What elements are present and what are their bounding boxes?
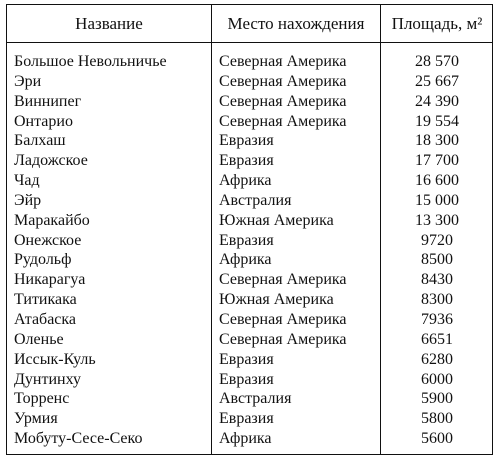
table-row [7,191,492,211]
table-row [7,350,492,370]
lake-name: Иссык-Куль [14,350,96,368]
lake-name: Атабаска [14,310,77,328]
lake-area: 8430 [421,271,453,289]
header-location: Место нахождения [227,14,365,33]
lake-location: Северная Америка [219,53,347,70]
lakes-table [6,4,493,455]
table-row [7,250,492,270]
lake-location: Евразия [219,152,274,170]
lake-area: 9720 [421,231,453,249]
lake-location: Евразия [219,350,274,368]
table-row [7,151,492,171]
lake-area: 5600 [421,430,453,448]
table-row [7,211,492,231]
lake-location: Евразия [219,370,274,388]
lake-location: Южная Америка [219,211,334,229]
lake-location: Евразия [219,132,274,150]
table-row [7,429,492,449]
lake-name: Онтарио [14,112,73,130]
lake-name: Урмия [14,410,58,428]
lake-name: Эйр [14,191,42,209]
lake-area: 16 600 [415,172,459,190]
lake-area: 28 570 [415,53,459,70]
lake-name: Титикака [14,291,77,309]
table-row [7,310,492,330]
header-name: Название [75,14,143,33]
lake-name: Никарагуа [14,271,86,289]
table-row [7,370,492,390]
lake-name: Чад [14,172,40,190]
lake-area: 15 000 [415,191,459,209]
lake-area: 6651 [421,330,453,348]
lake-location: Евразия [219,231,274,249]
header-area: Площадь, м² [391,14,483,33]
table-row [7,330,492,350]
lake-location: Северная Америка [219,310,347,328]
table-body [7,52,492,449]
lake-name: Виннипег [14,92,82,110]
lake-name: Онежское [14,231,82,249]
table-row [7,52,492,72]
lake-name: Рудольф [14,251,72,269]
lake-location: Африка [219,251,272,269]
lake-area: 5900 [421,390,453,408]
lake-location: Африка [219,172,272,190]
lake-area: 13 300 [415,211,459,229]
lake-name: Дунтинху [14,370,81,388]
lake-area: 7936 [421,310,453,328]
lake-area: 8300 [421,291,453,309]
lake-area: 6280 [421,350,453,368]
lake-location: Северная Америка [219,271,347,289]
table-row [7,171,492,191]
lake-name: Балхаш [14,132,66,150]
table-row [7,231,492,251]
lake-name: Ладожское [14,152,88,170]
table-row [7,131,492,151]
lake-area: 17 700 [415,152,459,170]
lake-name: Мобуту-Сесе-Секо [14,430,143,448]
lake-location: Северная Америка [219,92,347,110]
table-row [7,389,492,409]
lake-area: 8500 [421,251,453,269]
table-row [7,72,492,92]
lake-location: Австралия [219,390,292,408]
table-row [7,112,492,132]
lake-name: Маракайбо [14,211,90,229]
lake-location: Северная Америка [219,72,347,90]
lake-location: Северная Америка [219,330,347,348]
lake-area: 24 390 [415,92,459,110]
lake-area: 18 300 [415,132,459,150]
lake-name: Большое Невольничье [14,53,167,70]
lake-location: Северная Америка [219,112,347,130]
table-header [7,5,492,43]
table-row [7,270,492,290]
lake-area: 6000 [421,370,453,388]
table-row [7,409,492,429]
lake-area: 19 554 [415,112,459,130]
lake-name: Торренс [14,390,70,408]
lake-name: Эри [14,72,42,90]
lake-area: 5800 [421,410,453,428]
lake-name: Оленье [14,330,64,348]
lake-location: Африка [219,430,272,448]
lake-location: Австралия [219,191,292,209]
lake-area: 25 667 [415,72,459,90]
lake-location: Евразия [219,410,274,428]
lake-location: Южная Америка [219,291,334,309]
table-row [7,92,492,112]
table-row [7,290,492,310]
